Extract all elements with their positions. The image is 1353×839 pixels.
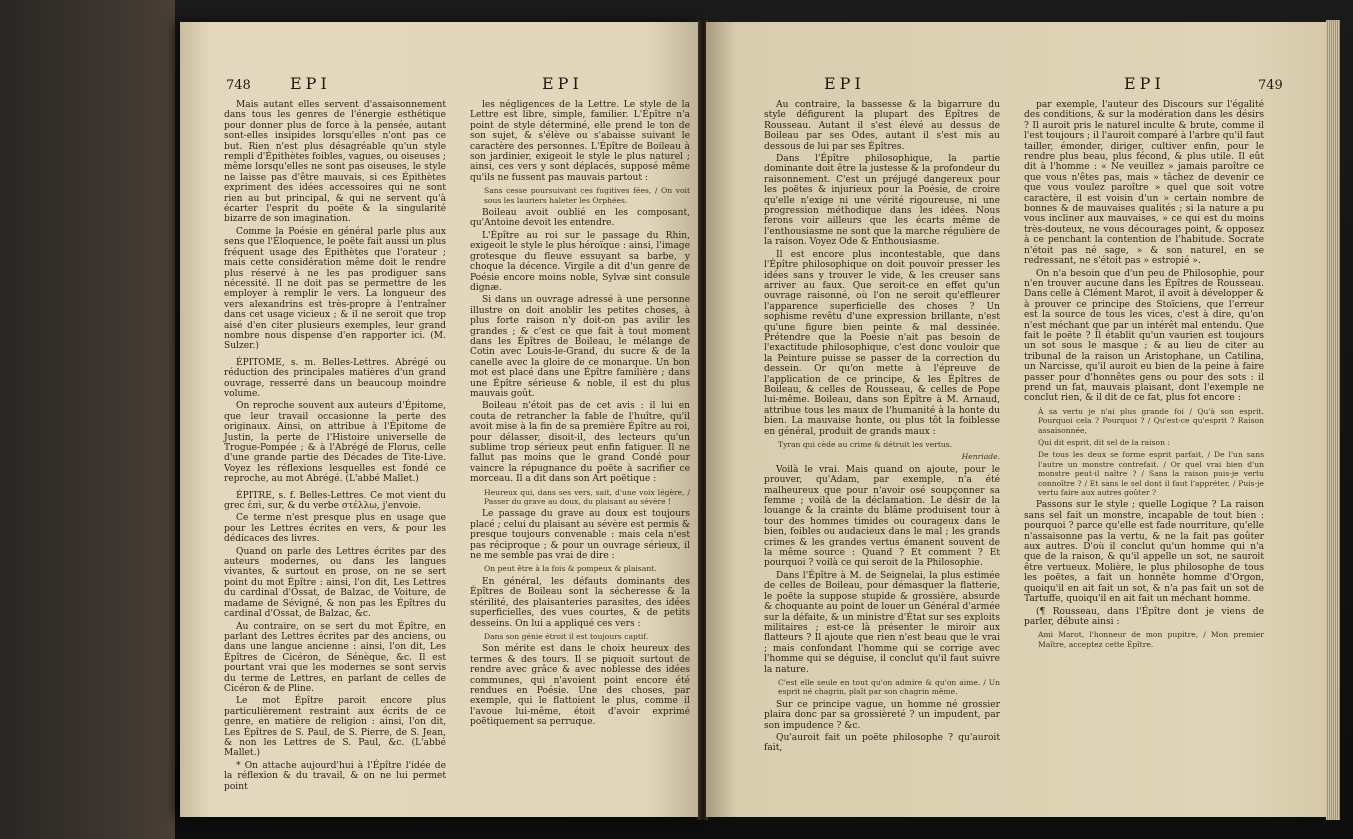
paragraph: (¶ Rousseau, dans l'Épître dont je viens de parler, débute ainsi :	[1024, 606, 1264, 627]
paragraph: ÉPITOME, s. m. Belles-Lettres. Abrégé ou réduction des principales matières d'un grand ouvrage, resserré dans un beaucoup moindre volume.	[224, 357, 446, 399]
paragraph: En général, les défauts dominants des Épîtres de Boileau sont la sécheresse & la stérilité, des plaisanteries parasites, des idées superficielles, des vues courtes, & de petits desseins. On lui a appliqué ces vers :	[470, 576, 690, 629]
paragraph: Si dans un ouvrage adressé à une personne illustre on doit anoblir les petites choses, à plus forte raison n'y doit-on pas avilir les grandes ; & c'est ce que fait à tout moment dans les Épîtres de Boileau, le mélange de Cotin avec Louis-le-Grand, du sucre & de la canelle avec la gloire de ce monarque. Un bon mot est placé dans une Épître familière ; dans une Épître sérieuse & noble, il est du plus mauvais goût.	[470, 295, 690, 399]
right-column-1	[764, 100, 1000, 756]
paragraph: Sur ce principe vague, un homme né grossier plaira donc par sa grossièreté ? un impudent, par son impudence ? &c.	[764, 699, 1000, 731]
paragraph: On reproche souvent aux auteurs d'Épitome, que leur travail occasionne la perte des originaux. Ainsi, on attribue à l'Épitome de Justin, la perte de l'Histoire universelle de Trogue-Pompée ; & à l'Abrégé de Florus, celle d'une grande partie des Décades de Tite-Live. Voyez les réflexions lesquelles est fondé ce reproche, au mot Abrégé. (L'abbé Mallet.)	[224, 401, 446, 485]
paragraph: Quand on parle des Lettres écrites par des auteurs modernes, ou dans les langues vivantes, & surtout en prose, on ne se sert point du mot Épître : ainsi, l'on dit, Les Lettres du cardinal d'Ossat, de Balzac, de Voiture, de madame de Sévigné, & non pas les Épîtres du cardinal d'Ossat, de Balzac, &c.	[224, 546, 446, 620]
paragraph: Son mérite est dans le choix heureux des termes & des tours. Il se piquoit surtout de rendre avec grâce & avec noblesse des idées communes, qui n'avoient point encore été rendues en Poésie. Une des choses, par exemple, qui le flattoient le plus, comme il l'avoue lui-même, étoit d'avoir exprimé poëtiquement sa perruque.	[470, 644, 690, 728]
paragraph: L'Épître au roi sur le passage du Rhin, exigeoit le style le plus héroïque : ainsi, l'image grotesque du fleuve essuyant sa barbe, y choque la décence. Virgile a dit d'un genre de Poésie encore moins noble, Sylvæ sint consule dignæ.	[470, 230, 690, 293]
verse-quote: Ami Marot, l'honneur de mon pupitre, / Mon premier Maître, acceptez cette Épître.	[1038, 630, 1264, 649]
verse-source: Henriade.	[961, 452, 1000, 462]
right-page-number: 749	[1258, 78, 1283, 93]
verse-quote: Qui dit esprit, dit sel de la raison :	[1038, 438, 1170, 447]
paragraph: Le mot Épître paroit encore plus particulièrement restraint aux écrits de ce genre, en matière de religion : ainsi, l'on dit, Les Épîtres de S. Paul, de S. Pierre, de S. Jean, & non les Lettres de S. Paul, &c. (L'abbé Mallet.)	[224, 696, 446, 759]
paragraph: Boileau avoit oublié en les composant, qu'Antoine devoit les entendre.	[470, 208, 690, 229]
paragraph: Ce terme n'est presque plus en usage que pour les Lettres écrites en vers, & pour les dédicaces des livres.	[224, 513, 446, 545]
paragraph: Boileau n'étoit pas de cet avis : il lui en couta de retrancher la fable de l'huître, qu'il avoit mise à la fin de sa première Épître au roi, pour délasser, disoit-il, des lecteurs qu'un sublime trop sérieux peut enfin fatiguer. Il ne fallut pas moins que le grand Condé pour vaincre la répugnance du poëte à sacrifier ce morceau. Il a dit dans son Art poëtique :	[470, 401, 690, 485]
paragraph: Qu'auroit fait un poëte philosophe ? qu'auroit fait,	[764, 732, 1000, 754]
paragraph: Mais autant elles servent d'assaisonnement dans tous les genres de l'énergie esthétique pour donner plus de force à la pensée, autant sont-elles insipides lorsqu'elles n'ont pas ce but. Rien n'est plus désagréable qu'un style rempli d'Épithètes foibles, vagues, ou oiseuses ; même lorsqu'elles ne sont pas oiseuses, le style ne laisse pas d'être mauvais, si ces Épithètes expriment des idées accessoires qui ne sont rien au but principal, & qui ne servent qu'à écarter l'esprit du poëte & la singularité bizarre de son imagination.	[224, 100, 446, 225]
paragraph: Dans l'Épître à M. de Seignelai, la plus estimée de celles de Boileau, pour démasquer la flatterie, le poëte la suppose stupide & grossière, absurde & choquante au point de louer un Général d'armée sur la défaite, & un ministre d'État sur ses exploits militaires ; est-ce là présenter le miroir aux flatteurs ? Il ajoute que rien n'est beau que le vrai ; mais confondant l'homme qui se corrige avec l'homme qui se déguise, il conclut qu'il faut suivre la nature.	[764, 570, 1000, 675]
book-cover-edge	[0, 0, 175, 839]
left-page-number: 748	[226, 78, 251, 93]
verse-quote: Dans son génie étroit il est toujours captif.	[484, 631, 649, 641]
paragraph: On n'a besoin que d'un peu de Philosophie, pour n'en trouver aucune dans les Épîtres de Rousseau. Dans celle à Clément Marot, il avoit à développer & à prouver ce principe des Stoïciens, que l'erreur est la source de tous les vices, c'est à dire, qu'on n'est méchant que par un intérêt mal entendu. Que fait le poëte ? Il établit qu'un vaurien est toujours un sot sous le masque ; & au lieu de citer au tribunal de la raison un Aristophane, un Catilina, un Narcisse, qu'il auroit eu bien de la peine à faire passer pour d'honnêtes gens ou pour des sots : il prend un fat, mauvais plaisant, dont l'exemple ne conclut rien, & il dit de ce fat, plus fot encore :	[1024, 268, 1264, 404]
verse-quote: De tous les deux se forme esprit parfait, / De l'un sans l'autre un monstre contrefait. / Or quel vrai bien d'un monstre peut-il naître ? / Sans la raison puis-je vertu connoître ? / Et sans le sel dont il faut l'appréter, / Puis-je vertu faire aux autres goûter ?	[1038, 450, 1264, 498]
paragraph: Au contraire, la bassesse & la bigarrure du style défigurent la plupart des Épîtres de Rousseau. Autant il s'est élevé au dessus de Boileau par ses Odes, autant il s'est mis au dessous de lui par ses Épîtres.	[764, 100, 1000, 152]
paragraph: ÉPITRE, s. f. Belles-Lettres. Ce mot vient du grec ἐπὶ, sur, & du verbe στέλλω, j'envoie.	[224, 490, 446, 512]
left-column-1	[224, 100, 446, 794]
paragraph: Passons sur le style ; quelle Logique ? La raison sans sel fait un monstre, incapable de tout bien : pourquoi ? parce qu'elle est fade nourriture, qu'elle n'assaisonne pas la vertu, & ne la fait pas goûter aux autres. D'où il conclut qu'un homme qui n'a que de la raison, & qu'il appelle un sot, ne sauroit être vertueux. Molière, le plus philosophe de tous les poëtes, a fait un honnête homme d'Orgon, quoiqu'il en ait fait un sot, & n'a pas fait un sot de Tartuffe, quoiqu'il en ait fait un méchant homme.	[1024, 500, 1264, 605]
left-header-left: EPI	[290, 74, 331, 93]
paragraph: Voilà le vrai. Mais quand on ajoute, pour le prouver, qu'Adam, par exemple, n'a été malheureux que pour n'avoir osé soupçonner sa femme ; voilà de la déclamation. Le désir de la louange & la crainte du blâme produisent tour à tour des hommes timides ou courageux dans le bien, foibles ou audacieux dans le mal ; les grands crimes & les grandes vertus émanent souvent de la même source : Quand ? Et comment ? Et pourquoi ? voilà ce qui seroit de la Philosophie.	[764, 464, 1000, 569]
left-column-2	[470, 100, 690, 730]
right-header-right: EPI	[1124, 74, 1165, 93]
left-page	[180, 22, 700, 817]
verse-quote: Heureux qui, dans ses vers, sait, d'une voix légère, / Passer du grave au doux, du plaisant au sévère !	[484, 487, 690, 507]
verse-quote: Tyran qui cède au crime & détruit les vertus.	[778, 440, 953, 449]
paragraph: les négligences de la Lettre. Le style de la Lettre est libre, simple, familier. L'Épître n'a point de style déterminé, elle prend le ton de son sujet, & s'élève ou s'abaisse suivant le caractère des personnes. L'Épître de Boileau à son jardinier, exigeoit le style le plus naturel ; ainsi, ces vers y sont déplacés, supposé même qu'ils ne fussent pas mauvais partout :	[470, 100, 690, 183]
right-header-center: EPI	[824, 74, 865, 93]
verse-quote: C'est elle seule en tout qu'on admire & qu'on aime. / Un esprit né chagrin, plaît par son chagrin même.	[778, 677, 1000, 697]
verse-quote: À sa vertu je n'ai plus grande foi / Qu'à son esprit. Pourquoi cela ? Pourquoi ? / Qu'est-ce qu'esprit ? Raison assaisonnée,	[1038, 406, 1264, 435]
verse-quote: On peut être à la fois & pompeux & plaisant.	[484, 564, 657, 574]
paragraph: Dans l'Épître philosophique, la partie dominante doit être la justesse & la profondeur du raisonnement. C'est un préjugé dangereux pour les poëtes & injurieux pour la Poésie, de croire qu'elle n'exige ni une vérité rigoureuse, ni une progression méthodique dans les idées. Nous ferons voir ailleurs que les écarts même de l'enthousiasme ne sont que la marche régulière de la raison. Voyez Ode & Enthousiasme.	[764, 154, 1000, 248]
right-column-2	[1024, 100, 1264, 652]
paragraph: Comme la Poésie en général parle plus aux sens que l'Éloquence, le poëte fait aussi un plus fréquent usage des Épithètes que l'orateur ; mais cette considération même doit le rendre plus réservé à ne les pas prodiguer sans nécessité. Il ne doit pas se permettre de les employer à remplir le vers. La longueur des vers alexandrins est très-propre à l'entraîner dans cet usage vicieux ; & il ne seroit que trop aisé d'en citer plusieurs exemples, leur grand nombre nous dispense d'en rapporter ici. (M. Sulzer.)	[224, 226, 446, 352]
page-edges	[1326, 20, 1340, 820]
verse-quote: Sans cesse poursuivant ces fugitives fées, / On voit sous les lauriers haleter les Orphées.	[484, 186, 690, 205]
paragraph: par exemple, l'auteur des Discours sur l'égalité des conditions, & sur la modération dans les désirs ? Il auroit pris le naturel inculte & brute, comme il l'est toujours ; il l'auroit comparé à l'arbre qu'il faut tailler, émonder, diriger, cultiver enfin, pour le rendre plus beau, plus fécond, & plus utile. Il eût dit à l'homme : « Ne veuillez » jamais paroître ce que vous n'êtes pas, mais » tâchez de devenir ce que vous voulez paroître » quel que soit votre caractère, il est voisin d'un » certain nombre de bonnes & de mauvaises qualités ; si la nature a pu vous incliner aux mauvaises, » ce qui est du moins très-douteux, ne vous décourages point, & opposez à ce penchant la contention de l'habitude. Socrate n'étoit pas né sage, » & son naturel, en se redressant, ne s'étoit pas » estropié ».	[1024, 100, 1264, 267]
paragraph: * On attache aujourd'hui à l'Épître l'idée de la réflexion & du travail, & on ne lui permet point	[224, 760, 446, 792]
paragraph: Il est encore plus incontestable, que dans l'Épître philosophique on doit pouvoir presser les idées sans y trouver le vide, & les creuser sans arriver au faux. Que seroit-ce en effet qu'un ouvrage raisonné, où l'on ne seroit qu'effleurer l'apparence superficielle des choses ? Un sophisme revêtu d'une expression brillante, n'est qu'une figure bien peinte & mal dessinée. Prétendre que la Poésie n'ait pas besoin de l'exactitude philosophique, c'est donc vouloir que la Peinture puisse se passer de la correction du dessein. Or qu'on mette à l'épreuve de l'application de ce principe, & les Épîtres de Boileau, & celles de Rousseau, & celles de Pope lui-même. Boileau, dans son Épître à M. Arnaud, attribue tous les maux de l'humanité à la honte du bien. La mauvaise honte, ou plus tôt la foiblesse en général, produit de grands maux :	[764, 249, 1000, 437]
right-page	[706, 22, 1326, 817]
paragraph: Au contraire, on se sert du mot Épître, en parlant des Lettres écrites par des anciens, ou dans une langue ancienne : ainsi, l'on dit, Les Épîtres de Cicéron, de Sénèque, &c. Il est pourtant vrai que les modernes se sont servis du terme de Lettres, en parlant de celles de Cicéron & de Pline.	[224, 621, 446, 694]
paragraph: Le passage du grave au doux est toujours placé ; celui du plaisant au sévère est permis & presque toujours convenable : mais cela n'est pas réciproque ; & pour un ouvrage sérieux, il ne me semble pas vrai de dire :	[470, 509, 690, 562]
left-header-center: EPI	[542, 74, 583, 93]
